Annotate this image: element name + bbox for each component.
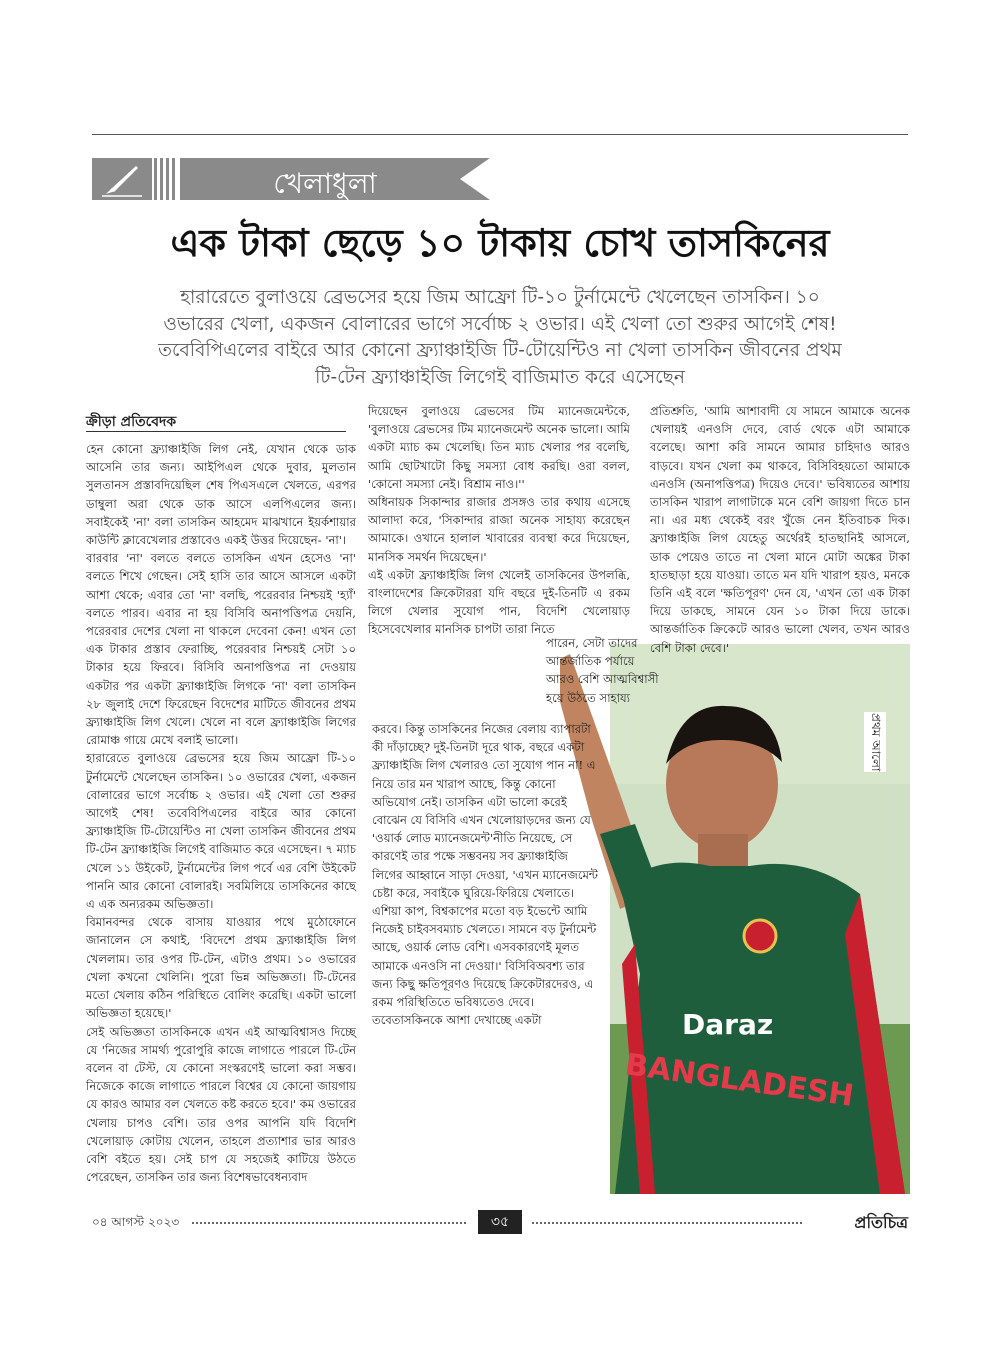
byline: ক্রীড়া প্রতিবেদক: [86, 414, 177, 430]
footer-dotted-rule: [532, 1222, 802, 1225]
byline-rule: [86, 431, 346, 432]
photo-credit: প্রথম আলো: [864, 712, 886, 772]
paragraph: বারবার 'না' বলতে বলতে তাসকিন এখন হেসেও 'না' বলতে শিখে গেছেন। সেই হাসি তার আসে আসলে একটা আশা থেকে; এবার তো 'না' বলছি, পরেরবার নিশ্চয়ই 'হ্যাঁ' বলতে পারব। এবার না হয় বিসিবি অনাপত্তিপত্র দেয়নি, পরেরবার দেশের খেলা না থাকলে দেবেনা কেন! এখন তো এক টাকার প্রস্তাব ফেরাচ্ছি, পরেরবার নিশ্চয়ই সেটা ১০ টাকার হয়ে ফিরবে। বিসিবি অনাপত্তিপত্র না দেওয়ায় একটার পর একটা ফ্র্যাঞ্চাইজি লিগকে 'না' বলা তাসকিন ২৮ জুলাই দেশে ফিরেছেন বিদেশের মাটিতে জীবনের প্রথম ফ্র্যাঞ্চাইজি লিগ খেলে। খেলে না বলে ফ্র্যাঞ্চাইজি লিগের রোমাঞ্চ গায়ে মেখে বলাই ভালো।: [86, 551, 356, 748]
paragraph: অধিনায়ক সিকান্দার রাজার প্রসঙ্গও তার কথায় এসেছে আলাদা করে, 'সিকান্দার রাজা অনেক সাহায্য করেছেন আমাকে। ওখানে হালাল খাবারের ব্যবস্থা করে দিয়েছেন, মানসিক সমর্থন দিয়েছেন।': [368, 495, 630, 564]
article-column-2: [368, 402, 630, 639]
footer-dotted-rule: [192, 1222, 466, 1225]
article-column-2-wrap: পারেন, সেটা তাদের আন্তর্জাতিক পর্যায়ে আরও বেশি আত্মবিশ্বাসী হয়ে উঠতে সাহায্য: [546, 636, 659, 705]
quill-pen-icon: [92, 158, 152, 200]
publication-name: প্রতিচিত্র: [854, 1213, 908, 1232]
paragraph: সেই অভিজ্ঞতা তাসকিনকে এখন এই আত্মবিশ্বাসও দিচ্ছে যে 'নিজের সামর্থ্য পুরোপুরি কাজে লাগাতে পারলে টি-টেন বলেন বা টেস্ট, যে কোনো সংস্করণেই ভালো করা সম্ভব। নিজেকে কাজে লাগাতে পারলে বিশ্বের যে কোনো জায়গায় যে কারও আমার বল খেলতে কষ্ট করতে হবে।' কম ওভারের খেলায় চাপও বেশি। তার ওপর আপনি যদি বিদেশি খেলোয়াড় কোটায় খেলেন, তাহলে প্রত্যাশার ভার আরও বেশি বইতে হয়। সেই চাপ যে সহজেই কাটিয়ে উঠতে পেরেছেন, তাসকিন তার জন্য বিশেষভাবেধন্যবাদ: [86, 1024, 356, 1185]
paragraph: প্রতিশ্রুতি, 'আমি আশাবাদী যে সামনে আমাকে অনেক খেলায়ই এনওসি দেবে, বোর্ড থেকে এটা আমাকে বলেছে। আশা করি সামনে আমার চাহিদাও আরও বাড়বে। যখন খেলা কম থাকবে, বিসিবিহয়তো আমাকে এনওসি (অনাপত্তিপত্র) দিয়েও দেবে।' ভবিষ্যতের আশায় তাসকিন খারাপ লাগাটাকে মনে বেশি জায়গা দিতে চান না। এর মধ্য থেকেই বরং খুঁজে নেন ইতিবাচক দিক। ফ্র্যাঞ্চাইজি লিগ যেহেতু অর্থেরই হাতছানিই আসলে, ডাক পেয়েও তাতে না খেলা মানে মোটা অঙ্কের টাকা হাতছাড়া হয়ে যাওয়া। তাতে মন যদি খারাপ হয়ও, মনকে তিনি এই বলে 'ক্ষতিপূরণ' দেন যে, 'এখন তো এক টাকা দিয়ে ডাকছে, সামনে যেন ১০ টাকা দিয়ে ডাকে। আন্তর্জাতিক ক্রিকেটে আরও ভালো খেলব, তখন আরও বেশি টাকা দেবে।': [650, 404, 910, 655]
page-number: ৩৫: [478, 1210, 522, 1234]
headline: এক টাকা ছেড়ে ১০ টাকায় চোখ তাসকিনের: [170, 221, 830, 265]
paragraph: বিমানবন্দর থেকে বাসায় যাওয়ার পথে মুঠোফোনে জানালেন সে কথাই, 'বিদেশে প্রথম ফ্র্যাঞ্চাইজি লিগ খেললাম। তার ওপর টি-টেন, এটাও প্রথম। ১০ ওভারের খেলা কখনো খেলিনি। পুরো ভিন্ন অভিজ্ঞতা। টি-টেনের মতো খেলায় কঠিন পরিস্থিতে বোলিং করেছি। একটা ভালো অভিজ্ঞতা হয়েছে।': [86, 915, 356, 1021]
article-column-2-continued: করবে। কিন্তু তাসকিনের নিজের বেলায় ব্যাপারটা কী দাঁড়াচ্ছে? দুই-তিনটা দূরে থাক, বছরে একটা ফ্র্যাঞ্চাইজি লিগ খেলারও তো সুযোগ পান না! এ নিয়ে তার মন খারাপ আছে, কিন্তু কোনো অভিযোগ নেই। তাসকিন এটা ভালো করেই বোঝেন যে বিসিবি এখন খেলোয়াড়দের জন্য যে 'ওয়ার্ক লোড ম্যানেজমেন্ট'নীতি নিয়েছে, সে কারণেই তার পক্ষে সম্ভবনয় সব ফ্র্যাঞ্চাইজি লিগের আহ্বানে সাড়া দেওয়া, 'এখন ম্যানেজমেন্ট চেষ্টা করে, সবাইকে ঘুরিয়ে-ফিরিয়ে খেলাতে। এশিয়া কাপ, বিশ্বকাপের মতো বড় ইভেন্টে আমি নিজেই চাইবসবম্যাচ খেলতে। সামনে বড় টুর্নামেন্ট আছে, ওয়ার্ক লোড বেশি। এসবকারণেই মূলত আমাকে এনওসি না দেওয়া।' বিসিবিঅবশ্য তার জন্য কিছু ক্ষতিপূরণও দিয়েছে ক্রিকেটারদেরও, এ রকম পরিস্থিতিতে ভবিষ্যতেও দেবে। তবেতাসকিনকে আশা দেখাচ্ছে একটা: [372, 722, 599, 1028]
footer-date: ০৪ আগস্ট ২০২৩: [92, 1215, 180, 1229]
article-column-3: [650, 402, 910, 657]
paragraph: হেন কোনো ফ্র্যাঞ্চাইজি লিগ নেই, যেখান থেকে ডাক আসেনি তার জন্য। আইপিএল থেকে দুবার, মুলতান সুলতানস প্রস্তাবদিয়েছিল শেষ পিএসএলে খেলতে, এরপর ডাম্বুলা অরা থেকে ডাক আসে এলপিএলের জন্য। সবাইকেই 'না' বলা তাসকিন আহমেদ মাঝখানে ইয়র্কশায়ার কাউন্টি ক্লাবেখেলার প্রস্তাবেও একই উত্তর দিয়েছেন- 'না'।: [86, 442, 356, 548]
section-banner: [92, 158, 490, 200]
section-label: খেলাধুলা: [273, 167, 377, 200]
article-column-1: [86, 440, 356, 1186]
paragraph: দিয়েছেন বুলাওয়ে ব্রেভসের টিম ম্যানেজমেন্টকে, 'বুলাওয়ে ব্রেভসের টিম ম্যানেজমেন্ট অনেক ভালো। আমি একটা ম্যাচ কম খেলেছি। তিন ম্যাচ খেলার পর বলেছি, আমি ছোটখাটো কিছু সমস্যা বোধ করছি। ওরা বলল, 'কোনো সমস্যা নেই। বিশ্রাম নাও।'': [368, 404, 630, 491]
jersey-text: BANGLADESH: [622, 1047, 856, 1114]
banner-stripes: [154, 158, 176, 200]
paragraph: এই একটা ফ্র্যাঞ্চাইজি লিগ খেলেই তাসকিনের উপলব্ধি, বাংলাদেশের ক্রিকেটাররা যদি বছরে দুই-তিনটি এ রকম লিগে খেলার সুযোগ পান, বিদেশি খেলোয়াড় হিসেবেখেলার মানসিক চাপটা তারা নিতে: [368, 567, 630, 637]
jersey-sponsor-text: Daraz: [682, 1008, 774, 1041]
deck-summary: হারারেতে বুলাওয়ে ব্রেভসের হয়ে জিম আফ্রো টি-১০ টুর্নামেন্টে খেলেছেন তাসকিন। ১০ ওভারের খেলা, একজন বোলারের ভাগে সর্বোচ্চ ২ ওভার। এই খেলা তো শুরুর আগেই শেষ! তবেবিপিএলের বাইরে আর কোনো ফ্র্যাঞ্চাইজি টি-টোয়েন্টিও না খেলা তাসকিন জীবনের প্রথম টি-টেন ফ্র্যাঞ্চাইজি লিগেই বাজিমাত করে এসেছেন: [158, 287, 842, 388]
player-photo: [560, 644, 910, 1194]
top-rule: [92, 134, 908, 135]
paragraph: হারারেতে বুলাওয়ে ব্রেভসের হয়ে জিম আফ্রো টি-১০ টুর্নামেন্টে খেলেছেন তাসকিন। ১০ ওভারের খেলা, একজন বোলারের ভাগে সর্বোচ্চ ২ ওভার। এই খেলা তো শুরুর আগেই শেষ! তবেবিপিএলের বাইরে আর কোনো ফ্র্যাঞ্চাইজি টি-টোয়েন্টিও না খেলা তাসকিন জীবনের প্রথম টি-টেন ফ্র্যাঞ্চাইজি লিগেই বাজিমাত করে এসেছেন। ৭ ম্যাচ খেলে ১১ উইকেট, টুর্নামেন্টের লিগ পর্বে এর বেশি উইকেট পাননি আর কোনো বোলারই। সবমিলিয়ে তাসকিনের কাছে এ এক অন্যরকম অভিজ্ঞতা।: [86, 751, 356, 912]
